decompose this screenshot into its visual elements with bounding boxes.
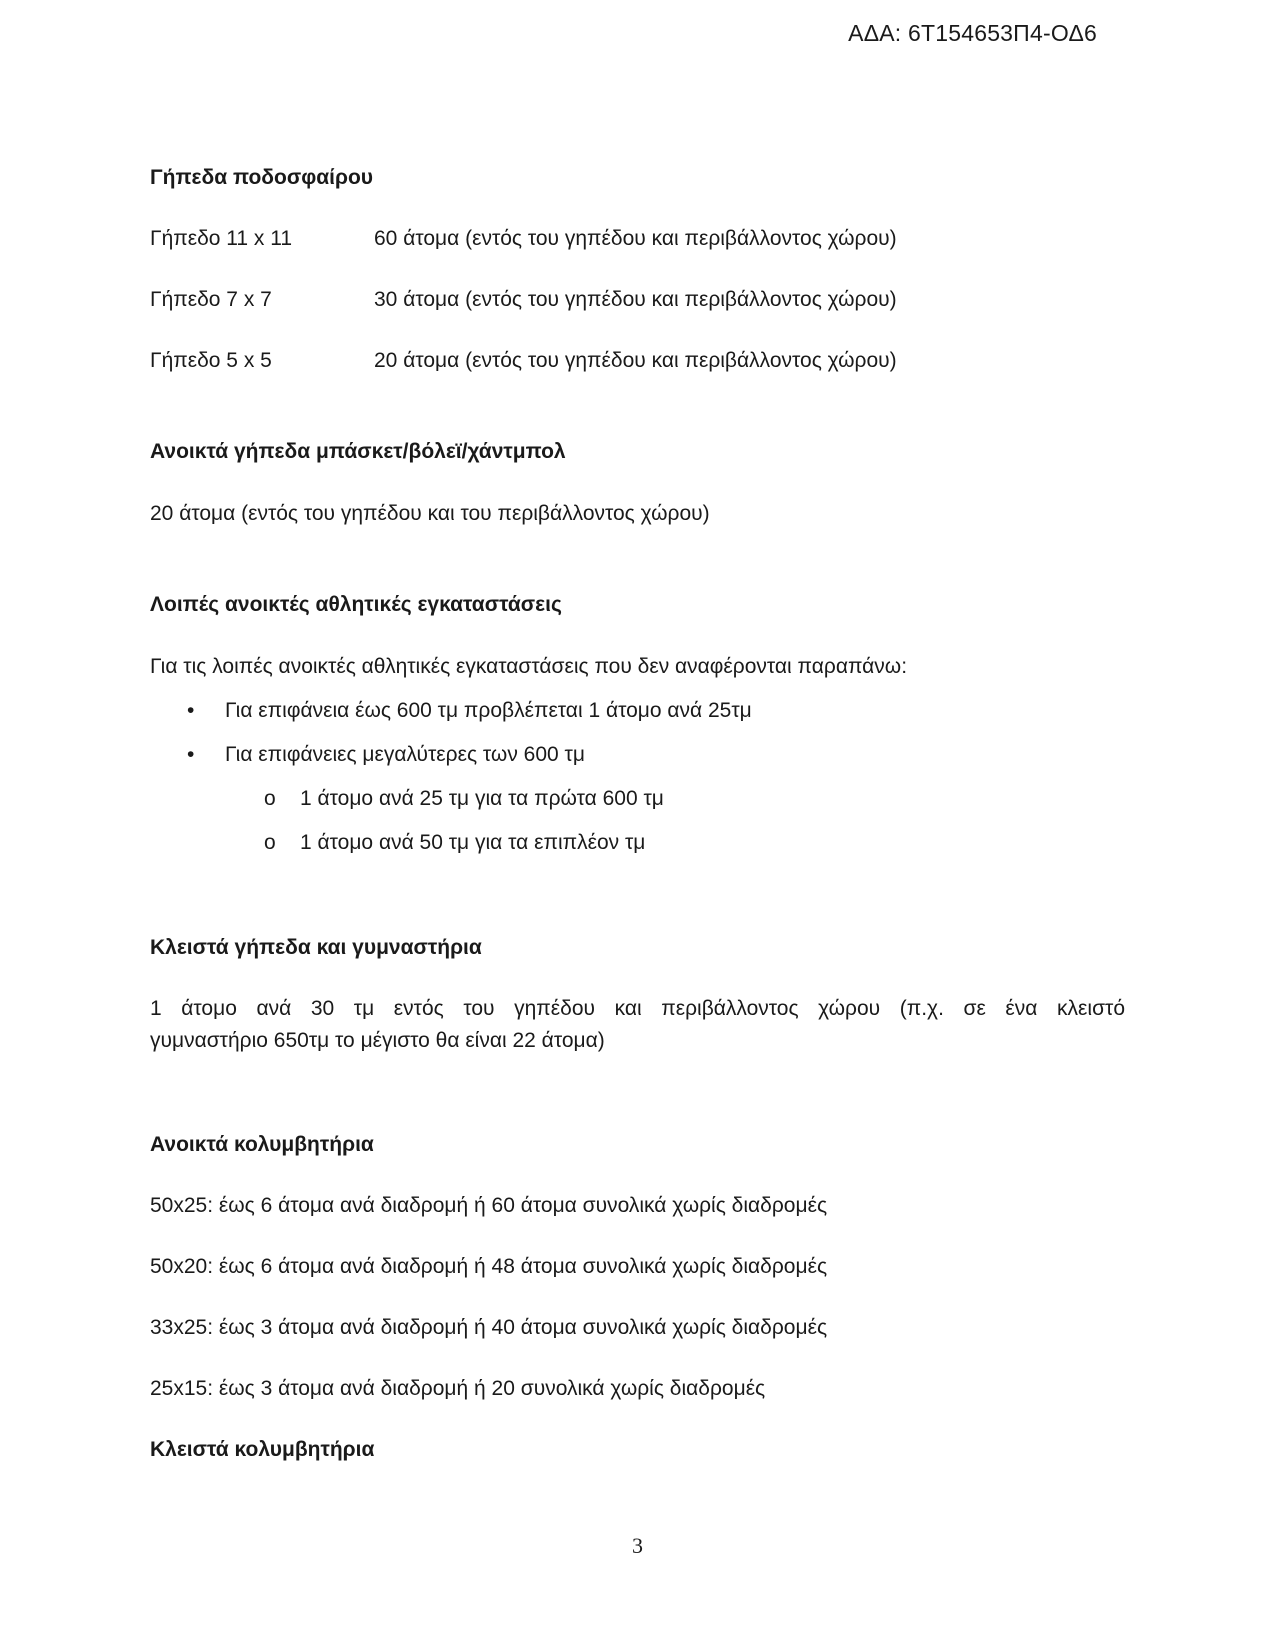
bullet-text: Για επιφάνεια έως 600 τμ προβλέπεται 1 άτομο ανά 25τμ: [225, 699, 752, 722]
open-courts-text: 20 άτομα (εντός του γηπέδου και του περιβάλλοντος χώρου): [150, 502, 710, 525]
sub-bullet-text: 1 άτομο ανά 50 τμ για τα επιπλέον τμ: [300, 831, 646, 854]
closed-courts-line-1: 1 άτομο ανά 30 τμ εντός του γηπέδου και περιβάλλοντος χώρου (π.χ. σε ένα κλειστό: [150, 997, 1125, 1020]
closed-courts-line-2: γυμναστήριο 650τμ το μέγιστο θα είναι 22 άτομα): [150, 1029, 605, 1052]
football-row-value: 30 άτομα (εντός του γηπέδου και περιβάλλοντος χώρου): [374, 288, 897, 311]
ada-code: ΑΔΑ: 6Τ154653Π4-ΟΔ6: [848, 20, 1097, 46]
football-row-label: Γήπεδο 7 x 7: [150, 288, 272, 311]
other-open-intro: Για τις λοιπές ανοικτές αθλητικές εγκαταστάσεις που δεν αναφέρονται παραπάνω:: [150, 655, 908, 678]
football-row-value: 60 άτομα (εντός του γηπέδου και περιβάλλοντος χώρου): [374, 227, 897, 250]
football-row-label: Γήπεδο 5 x 5: [150, 349, 272, 372]
heading-football-fields: Γήπεδα ποδοσφαίρου: [150, 166, 374, 189]
pool-line: 50x25: έως 6 άτομα ανά διαδρομή ή 60 άτομα συνολικά χωρίς διαδρομές: [150, 1194, 828, 1217]
pool-line: 50x20: έως 6 άτομα ανά διαδρομή ή 48 άτομα συνολικά χωρίς διαδρομές: [150, 1255, 828, 1278]
heading-open-courts: Ανοικτά γήπεδα μπάσκετ/βόλεϊ/χάντμπολ: [150, 440, 566, 463]
heading-closed-pools: Κλειστά κολυμβητήρια: [150, 1438, 375, 1461]
football-row: [150, 347, 1125, 375]
football-row-value: 20 άτομα (εντός του γηπέδου και περιβάλλοντος χώρου): [374, 349, 897, 372]
sub-bullet-text: 1 άτομο ανά 25 τμ για τα πρώτα 600 τμ: [300, 787, 664, 810]
pool-line: 33x25: έως 3 άτομα ανά διαδρομή ή 40 άτομα συνολικά χωρίς διαδρομές: [150, 1316, 828, 1339]
sub-bullet-icon: o: [264, 831, 276, 854]
heading-open-pools: Ανοικτά κολυμβητήρια: [150, 1133, 374, 1156]
football-row: [150, 225, 1125, 253]
bullet-icon: •: [187, 743, 195, 766]
bullet-text: Για επιφάνειες μεγαλύτερες των 600 τμ: [225, 743, 585, 766]
football-row-label: Γήπεδο 11 x 11: [150, 227, 293, 250]
bullet-icon: •: [187, 699, 195, 722]
heading-closed-courts: Κλειστά γήπεδα και γυμναστήρια: [150, 936, 482, 959]
football-row: [150, 286, 1125, 314]
sub-bullet-icon: o: [264, 787, 276, 810]
page-number: 3: [632, 1533, 643, 1558]
pool-line: 25x15: έως 3 άτομα ανά διαδρομή ή 20 συνολικά χωρίς διαδρομές: [150, 1377, 766, 1400]
heading-other-open-facilities: Λοιπές ανοικτές αθλητικές εγκαταστάσεις: [150, 593, 562, 616]
